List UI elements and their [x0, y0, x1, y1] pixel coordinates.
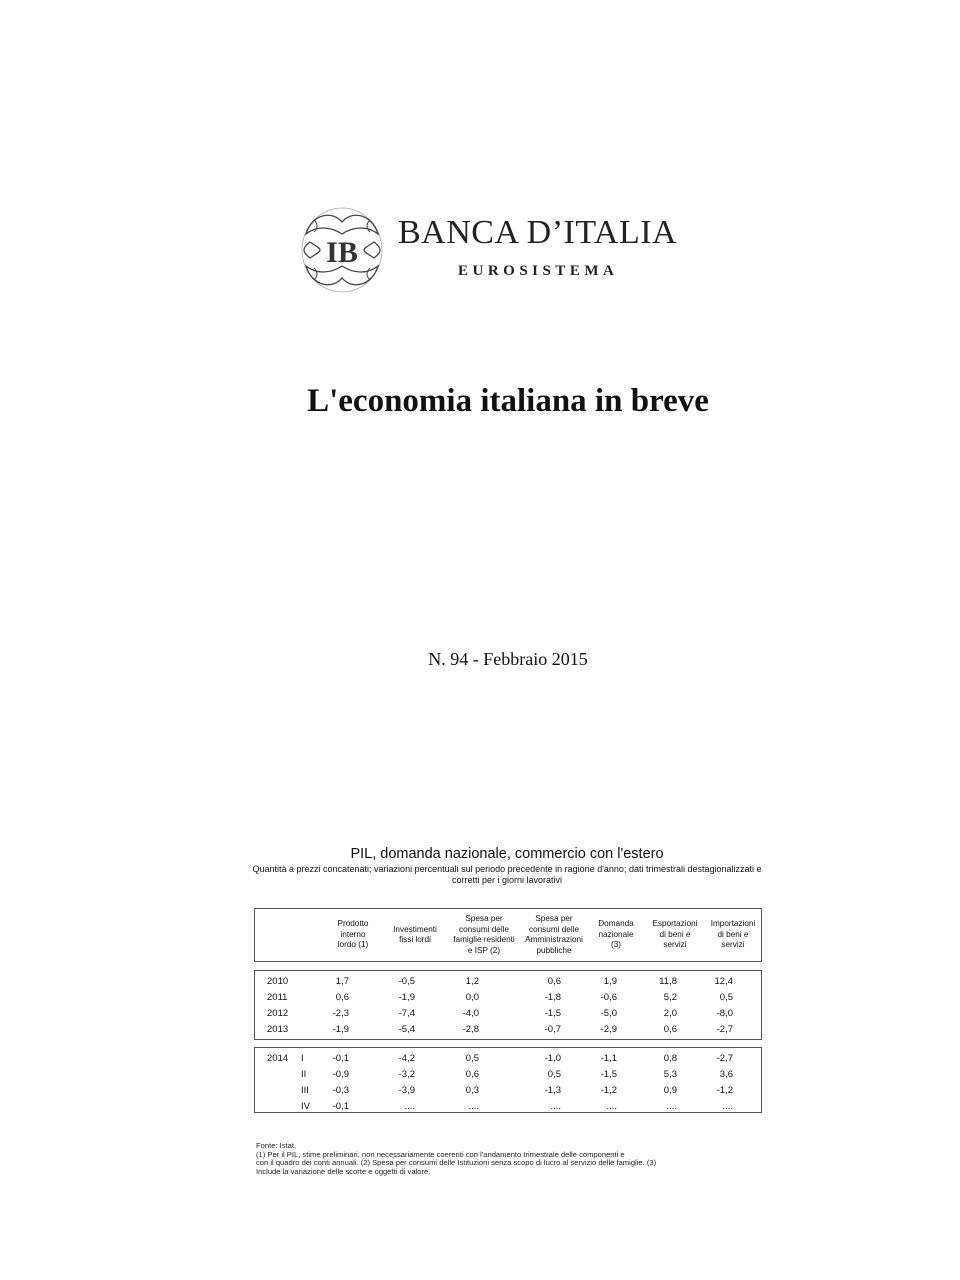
row-year: 2012	[267, 1008, 289, 1019]
cell-value: -2,7	[716, 1053, 733, 1064]
cell-value: -1,8	[544, 992, 561, 1003]
cell-value: -8,0	[716, 1008, 733, 1019]
svg-text:IB: IB	[326, 236, 358, 269]
annual-data	[254, 970, 762, 1040]
issue-number: N. 94 - Febbraio 2015	[428, 649, 588, 669]
column-header-importazioni: Importazioni di beni e servizi	[710, 919, 756, 950]
cell-value: -1,9	[398, 992, 415, 1003]
cell-value: -0,3	[332, 1085, 349, 1096]
cell-value: -1,9	[332, 1024, 349, 1035]
cell-value: ....	[468, 1101, 479, 1112]
cell-value: -1,0	[544, 1053, 561, 1064]
cell-value: 5,2	[663, 992, 677, 1003]
table-row	[255, 1005, 761, 1021]
note-line: Include la variazione delle scorte e oggetti di valore.	[256, 1166, 431, 1176]
table-row	[255, 1021, 761, 1037]
cell-value: 3,6	[719, 1069, 733, 1080]
table-row	[255, 1050, 761, 1066]
cell-value: 0,0	[465, 992, 479, 1003]
cell-value: -5,0	[600, 1008, 617, 1019]
column-header-investimenti: Investimenti fissi lordi	[393, 924, 437, 944]
cell-value: -5,4	[398, 1024, 415, 1035]
cell-value: -2,9	[600, 1024, 617, 1035]
table-header	[254, 908, 762, 962]
table-subtitle: Quantità a prezzi concatenati; variazioni percentuali sul periodo precedente in ragione d'anno; dati trimestrali destagionalizzati e corretti per i giorni lavorativi	[252, 864, 762, 885]
note-line: con il quadro dei conti annuali. (2) Spesa per consumi delle Istituzioni senza scopo di lucro al servizio delle famiglie. (3)	[256, 1158, 657, 1168]
column-header-consumi-famiglie: Spesa per consumi delle famiglie residenti e ISP (2)	[453, 914, 515, 955]
table-row	[255, 1066, 761, 1082]
cell-value: ....	[606, 1101, 617, 1112]
cell-value: -2,7	[716, 1024, 733, 1035]
cell-value: 0,6	[335, 992, 349, 1003]
row-quarter: IV	[301, 1101, 310, 1112]
row-year: 2014	[267, 1053, 289, 1064]
cell-value: -0,9	[332, 1069, 349, 1080]
cell-value: 0,9	[663, 1085, 677, 1096]
cell-value: -1,3	[544, 1085, 561, 1096]
cell-value: 12,4	[714, 976, 733, 987]
table-row	[255, 1082, 761, 1098]
cell-value: 0,5	[719, 992, 733, 1003]
cell-value: -1,5	[600, 1069, 617, 1080]
cell-value: 0,5	[465, 1053, 479, 1064]
cell-value: 1,2	[465, 976, 479, 987]
table-row	[255, 1098, 761, 1114]
row-quarter: II	[301, 1069, 307, 1080]
cell-value: ....	[722, 1101, 733, 1112]
column-header-domanda: Domanda nazionale (3)	[598, 919, 634, 950]
cell-value: -0,7	[544, 1024, 561, 1035]
row-year: 2010	[267, 976, 289, 987]
row-quarter: I	[301, 1053, 304, 1064]
cell-value: 11,8	[659, 976, 677, 987]
cell-value: 0,6	[663, 1024, 677, 1035]
column-header-pil: Prodotto interno lordo (1)	[337, 919, 369, 950]
cell-value: 0,8	[663, 1053, 677, 1064]
banca-italia-emblem-icon	[298, 204, 386, 296]
cell-value: -1,2	[716, 1085, 733, 1096]
table-row	[255, 989, 761, 1005]
cell-value: 1,9	[603, 976, 617, 987]
document-title: L'economia italiana in breve	[307, 383, 709, 419]
cell-value: -0,5	[398, 976, 415, 987]
cell-value: ....	[550, 1101, 561, 1112]
cell-value: 0,5	[547, 1069, 561, 1080]
cell-value: 5,3	[663, 1069, 677, 1080]
column-header-consumi-pa: Spesa per consumi delle Amministrazioni pubbliche	[525, 914, 583, 955]
cell-value: -2,3	[332, 1008, 349, 1019]
cell-value: 0,6	[465, 1069, 479, 1080]
row-year: 2013	[267, 1024, 289, 1035]
row-year: 2011	[267, 992, 288, 1003]
cell-value: -7,4	[398, 1008, 415, 1019]
note-line: (1) Per il PIL, stime preliminari, non necessariamente coerenti con l'andamento trimestrale delle componenti e	[256, 1149, 625, 1159]
cell-value: -0,1	[332, 1053, 349, 1064]
quarterly-data	[254, 1047, 762, 1113]
cell-value: 0,3	[465, 1085, 479, 1096]
cell-value: -3,9	[398, 1085, 415, 1096]
cell-value: 0,6	[547, 976, 561, 987]
cell-value: -1,5	[544, 1008, 561, 1019]
cell-value: -4,0	[462, 1008, 479, 1019]
table-notes	[256, 1142, 776, 1176]
cell-value: ....	[404, 1101, 415, 1112]
cell-value: -1,2	[600, 1085, 617, 1096]
column-header-esportazioni: Esportazioni di beni e servizi	[652, 919, 698, 950]
cell-value: -0,6	[600, 992, 617, 1003]
row-quarter: III	[301, 1085, 309, 1096]
logo-name: BANCA D’ITALIA	[398, 214, 678, 251]
cell-value: 2,0	[663, 1008, 677, 1019]
cell-value: 1,7	[335, 976, 349, 987]
table-title: PIL, domanda nazionale, commercio con l'estero	[350, 846, 664, 862]
logo-subtitle: EUROSISTEMA	[458, 263, 619, 279]
cell-value: -1,1	[600, 1053, 617, 1064]
table-row	[255, 973, 761, 989]
cell-value: -0,1	[332, 1101, 349, 1112]
cell-value: -2,8	[462, 1024, 479, 1035]
note-source: Fonte: Istat.	[256, 1141, 297, 1150]
cell-value: -3,2	[398, 1069, 415, 1080]
cell-value: -4,2	[398, 1053, 415, 1064]
cell-value: ....	[666, 1101, 677, 1112]
